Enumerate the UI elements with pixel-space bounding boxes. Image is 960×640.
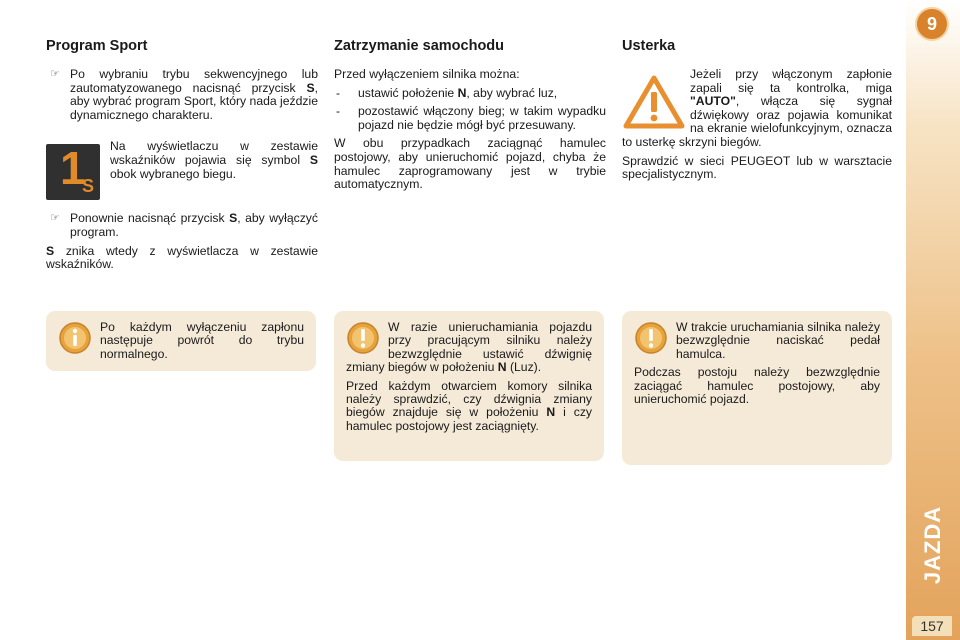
info-box — [622, 311, 892, 465]
body-paragraph: Jeżeli przy włączonym zapłonie zapali się ta kontrolka, miga "AUTO", włącza się sygnał dźwiękowy oraz pojawia komunikat na ekranie wielofunkcyjnym, oznacza to usterkę skrzyni biegów. — [622, 67, 892, 149]
info-icon — [58, 321, 92, 355]
dash-item: - ustawić położenie N, aby wybrać luz, — [336, 85, 558, 100]
chapter-badge: 9 — [915, 7, 949, 41]
bullet-paragraph: ☞ Po wybraniu trybu sekwencyjnego lub zautomatyzowanego nacisnąć przycisk S, aby wybrać program Sport, który nada jeździe dynamicznego charakteru. — [50, 67, 318, 122]
info-box — [46, 311, 316, 371]
section-title: Usterka — [622, 38, 676, 54]
body-paragraph: Sprawdzić w sieci PEUGEOT lub w warsztacie specjalistycznym. — [622, 153, 892, 182]
bullet-icon: ☞ — [50, 68, 60, 80]
gear-display-icon: 1 S — [46, 144, 100, 200]
info-text: W razie unieruchamiania pojazdu przy pracującym silniku należy bezwzględnie ustawić dźwignię zmiany biegów w położeniu N (Luz). — [346, 320, 592, 375]
gear-display-block — [46, 139, 318, 204]
section-title: Program Sport — [46, 38, 148, 54]
exclamation-icon — [346, 321, 380, 355]
info-text: Przed każdym otwarciem komory silnika należy sprawdzić, czy dźwignia zmiany biegów znajduje się w położeniu N i czy hamulec postojowy jest zaciągnięty. — [346, 378, 593, 433]
page-number: 157 — [912, 616, 952, 636]
info-text: Po każdym wyłączeniu zapłonu następuje powrót do trybu normalnego. — [100, 320, 304, 361]
warning-triangle-icon — [622, 74, 686, 132]
bullet-icon: ☞ — [50, 212, 60, 225]
section-title: Zatrzymanie samochodu — [334, 38, 505, 54]
info-text: W trakcie uruchamiania silnika należy bezwzględnie naciskać pedał hamulca. — [676, 320, 880, 361]
section-usterka — [622, 38, 892, 187]
section-label: JAZDA — [920, 505, 945, 585]
body-paragraph: W obu przypadkach zaciągnąć hamulec postojowy, aby unieruchomić pojazd, chyba że hamulec zaprogramowany jest w trybie automatycznym. — [334, 136, 606, 192]
body-paragraph: S znika wtedy z wyświetlacza w zestawie wskaźników. — [46, 243, 318, 272]
section-zatrzymanie — [334, 38, 606, 197]
info-box — [334, 311, 604, 461]
info-text: Podczas postoju należy bezwzględnie zaciągać hamulec postojowy, aby unieruchomić pojazd. — [634, 365, 880, 407]
display-description: Na wyświetlaczu w zestawie wskaźników pojawia się symbol S obok wybranego biegu. — [110, 139, 318, 181]
intro-text: Przed wyłączeniem silnika można: — [334, 67, 520, 81]
exclamation-icon — [634, 321, 668, 355]
bullet-paragraph: ☞ Ponownie nacisnąć przycisk S, aby wyłączyć program. — [50, 211, 318, 239]
dash-item: - pozostawić włączony bieg; w takim wypadku pojazd nie będzie mógł być przesuwany. — [336, 104, 606, 132]
section-program-sport — [46, 38, 318, 277]
